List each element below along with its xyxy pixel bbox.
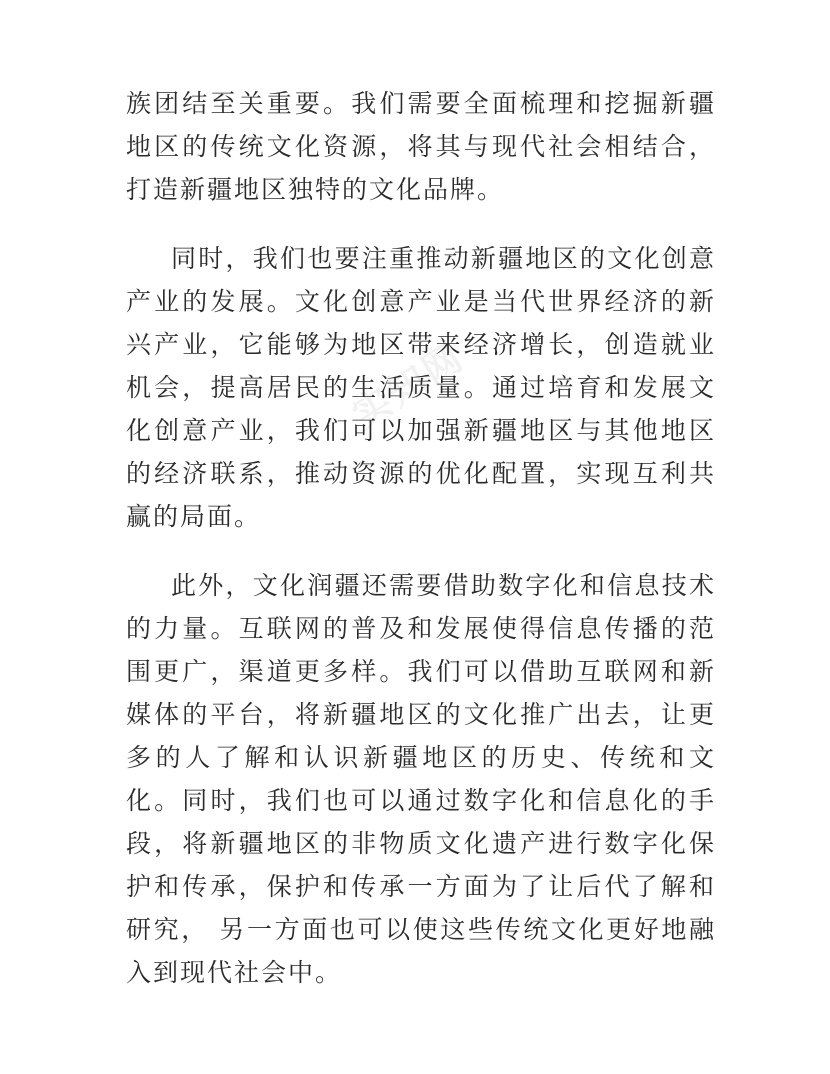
paragraph-digitalization: 此外，文化润疆还需要借助数字化和信息技术的力量。互联网的普及和发展使得信息传播的范围更广，渠道更多样。我们可以借助互联网和新媒体的平台，将新疆地区的文化推广出去，让更多的人了解和认识新疆地区的历史、传统和文化。同时，我们也可以通过数字化和信息化的手段，将新疆地区的非物质文化遗产进行数字化保护和传承，保护和传承一方面为了让后代了解和研究， 另一方面也可以使这些传统文化更好地融入到现代社会中。 <box>126 571 716 987</box>
paragraph-cultural-industry: 同时，我们也要注重推动新疆地区的文化创意产业的发展。文化创意产业是当代世界经济的新兴产业，它能够为地区带来经济增长，创造就业机会，提高居民的生活质量。通过培育和发展文化创意产业，我们可以加强新疆地区与其他地区的经济联系，推动资源的优化配置，实现互利共赢的局面。 <box>126 244 716 531</box>
paragraph-continuation: 族团结至关重要。我们需要全面梳理和挖掘新疆地区的传统文化资源，将其与现代社会相结合，打造新疆地区独特的文化品牌。 <box>126 89 716 204</box>
watermark: 实知网 <box>344 334 473 437</box>
document-body <box>126 82 716 994</box>
